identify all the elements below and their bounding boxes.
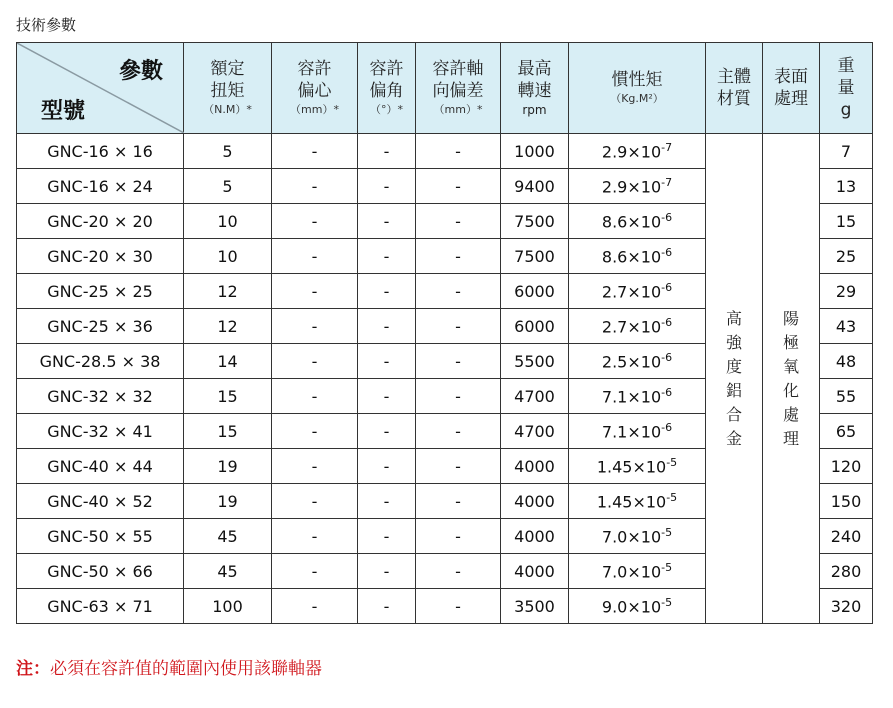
- col-surface: 表面 處理: [763, 43, 820, 134]
- surface-char: 陽: [782, 308, 799, 328]
- model-cell: GNC-20 × 20: [17, 204, 184, 239]
- torque-cell: 10: [184, 239, 272, 274]
- weight-cell: 280: [820, 554, 873, 589]
- torque-cell: 45: [184, 519, 272, 554]
- inertia-cell: [569, 449, 706, 484]
- rpm-cell: 5500: [501, 344, 569, 379]
- inertia-cell: [569, 414, 706, 449]
- material-char: 鋁: [725, 380, 742, 400]
- inertia-exponent: -6: [661, 420, 673, 434]
- axial-cell: -: [416, 309, 501, 344]
- angle-cell: -: [358, 414, 416, 449]
- inertia-exponent: -6: [661, 315, 673, 329]
- torque-cell: 15: [184, 379, 272, 414]
- usage-note: [16, 654, 322, 679]
- axial-cell: -: [416, 204, 501, 239]
- inertia-base: 7.1×10: [601, 387, 662, 407]
- axial-cell: -: [416, 169, 501, 204]
- rpm-cell: 6000: [501, 274, 569, 309]
- inertia-base: 7.0×10: [601, 562, 662, 582]
- weight-cell: 15: [820, 204, 873, 239]
- inertia-cell: [569, 519, 706, 554]
- angle-cell: -: [358, 484, 416, 519]
- inertia-base: 8.6×10: [601, 212, 662, 232]
- inertia-cell: [569, 274, 706, 309]
- weight-cell: 13: [820, 169, 873, 204]
- inertia-base: 1.45×10: [596, 457, 667, 477]
- model-cell: GNC-63 × 71: [17, 589, 184, 624]
- inertia-exponent: -5: [661, 560, 673, 574]
- weight-cell: 25: [820, 239, 873, 274]
- weight-cell: 320: [820, 589, 873, 624]
- axial-cell: -: [416, 554, 501, 589]
- inertia-exponent: -5: [666, 455, 678, 469]
- col-rpm: 最高 轉速 rpm: [501, 43, 569, 134]
- eccentric-cell: -: [272, 344, 358, 379]
- model-cell: GNC-50 × 66: [17, 554, 184, 589]
- eccentric-cell: -: [272, 309, 358, 344]
- model-cell: GNC-25 × 36: [17, 309, 184, 344]
- torque-cell: 15: [184, 414, 272, 449]
- inertia-base: 7.0×10: [601, 527, 662, 547]
- eccentric-cell: -: [272, 449, 358, 484]
- rpm-cell: 7500: [501, 204, 569, 239]
- eccentric-cell: -: [272, 204, 358, 239]
- angle-cell: -: [358, 344, 416, 379]
- corner-header: [17, 43, 184, 134]
- weight-cell: 48: [820, 344, 873, 379]
- axial-cell: -: [416, 239, 501, 274]
- inertia-cell: [569, 484, 706, 519]
- model-cell: GNC-28.5 × 38: [17, 344, 184, 379]
- surface-char: 極: [782, 332, 799, 352]
- axial-cell: -: [416, 484, 501, 519]
- torque-cell: 19: [184, 449, 272, 484]
- angle-cell: -: [358, 379, 416, 414]
- eccentric-cell: -: [272, 169, 358, 204]
- inertia-base: 1.45×10: [596, 492, 667, 512]
- surface-char: 處: [782, 404, 799, 424]
- axial-cell: -: [416, 134, 501, 169]
- header-row: [17, 43, 873, 134]
- angle-cell: -: [358, 239, 416, 274]
- inertia-base: 8.6×10: [601, 247, 662, 267]
- weight-cell: 43: [820, 309, 873, 344]
- section-caption: 技術參數: [16, 16, 77, 34]
- note-text: 必須在容許值的範圍內使用該聯軸器: [50, 659, 322, 679]
- weight-cell: 7: [820, 134, 873, 169]
- model-cell: GNC-50 × 55: [17, 519, 184, 554]
- inertia-base: 2.9×10: [601, 142, 662, 162]
- inertia-cell: [569, 379, 706, 414]
- col-weight: 重 量 g: [820, 43, 873, 134]
- weight-cell: 150: [820, 484, 873, 519]
- eccentric-cell: -: [272, 484, 358, 519]
- torque-cell: 5: [184, 134, 272, 169]
- eccentric-cell: -: [272, 274, 358, 309]
- model-cell: GNC-20 × 30: [17, 239, 184, 274]
- torque-cell: 10: [184, 204, 272, 239]
- torque-cell: 19: [184, 484, 272, 519]
- angle-cell: -: [358, 169, 416, 204]
- eccentric-cell: -: [272, 239, 358, 274]
- torque-cell: 12: [184, 309, 272, 344]
- inertia-base: 2.9×10: [601, 177, 662, 197]
- inertia-cell: [569, 239, 706, 274]
- model-cell: GNC-32 × 41: [17, 414, 184, 449]
- weight-cell: 29: [820, 274, 873, 309]
- torque-cell: 100: [184, 589, 272, 624]
- table-body: [17, 134, 873, 624]
- eccentric-cell: -: [272, 519, 358, 554]
- table-row: [17, 134, 873, 169]
- col-torque: 額定 扭矩 （N.M）*: [184, 43, 272, 134]
- rpm-cell: 4000: [501, 519, 569, 554]
- inertia-base: 2.7×10: [601, 317, 662, 337]
- eccentric-cell: -: [272, 414, 358, 449]
- weight-cell: 240: [820, 519, 873, 554]
- angle-cell: -: [358, 554, 416, 589]
- inertia-exponent: -7: [661, 175, 673, 189]
- inertia-base: 2.7×10: [601, 282, 662, 302]
- col-inertia: 慣性矩 （Kg.M²）: [569, 43, 706, 134]
- surface-cell: [763, 134, 820, 624]
- angle-cell: -: [358, 309, 416, 344]
- inertia-exponent: -6: [661, 245, 673, 259]
- model-cell: GNC-32 × 32: [17, 379, 184, 414]
- inertia-cell: [569, 344, 706, 379]
- inertia-cell: [569, 169, 706, 204]
- surface-char: 氧: [782, 356, 799, 376]
- weight-cell: 120: [820, 449, 873, 484]
- inertia-cell: [569, 134, 706, 169]
- param-label: 參數: [118, 59, 163, 84]
- axial-cell: -: [416, 414, 501, 449]
- angle-cell: -: [358, 134, 416, 169]
- spec-table: [16, 42, 873, 624]
- rpm-cell: 4000: [501, 554, 569, 589]
- axial-cell: -: [416, 344, 501, 379]
- weight-cell: 65: [820, 414, 873, 449]
- inertia-exponent: -5: [666, 490, 678, 504]
- torque-cell: 12: [184, 274, 272, 309]
- axial-cell: -: [416, 274, 501, 309]
- angle-cell: -: [358, 589, 416, 624]
- rpm-cell: 9400: [501, 169, 569, 204]
- inertia-cell: [569, 554, 706, 589]
- eccentric-cell: -: [272, 589, 358, 624]
- col-eccentric: 容許 偏心 （mm）*: [272, 43, 358, 134]
- note-prefix: 注：: [16, 659, 50, 679]
- material-char: 度: [725, 356, 742, 376]
- axial-cell: -: [416, 379, 501, 414]
- col-angle: 容許 偏角 （°）*: [358, 43, 416, 134]
- rpm-cell: 4000: [501, 449, 569, 484]
- surface-char: 理: [782, 428, 799, 448]
- inertia-exponent: -7: [661, 140, 673, 154]
- rpm-cell: 3500: [501, 589, 569, 624]
- torque-cell: 5: [184, 169, 272, 204]
- axial-cell: -: [416, 449, 501, 484]
- col-material: 主體 材質: [706, 43, 763, 134]
- model-cell: GNC-40 × 52: [17, 484, 184, 519]
- material-char: 金: [725, 428, 742, 448]
- rpm-cell: 6000: [501, 309, 569, 344]
- axial-cell: -: [416, 519, 501, 554]
- axial-cell: -: [416, 589, 501, 624]
- inertia-exponent: -6: [661, 210, 673, 224]
- inertia-exponent: -6: [661, 385, 673, 399]
- inertia-exponent: -5: [661, 525, 673, 539]
- angle-cell: -: [358, 519, 416, 554]
- inertia-base: 9.0×10: [601, 597, 662, 617]
- angle-cell: -: [358, 274, 416, 309]
- angle-cell: -: [358, 204, 416, 239]
- torque-cell: 45: [184, 554, 272, 589]
- rpm-cell: 4700: [501, 379, 569, 414]
- rpm-cell: 7500: [501, 239, 569, 274]
- material-char: 高: [725, 308, 742, 328]
- model-cell: GNC-40 × 44: [17, 449, 184, 484]
- inertia-cell: [569, 589, 706, 624]
- weight-cell: 55: [820, 379, 873, 414]
- inertia-base: 2.5×10: [601, 352, 662, 372]
- inertia-exponent: -5: [661, 595, 673, 609]
- angle-cell: -: [358, 449, 416, 484]
- material-cell: [706, 134, 763, 624]
- col-axial: 容許軸 向偏差 （mm）*: [416, 43, 501, 134]
- model-cell: GNC-25 × 25: [17, 274, 184, 309]
- material-char: 強: [725, 332, 742, 352]
- surface-char: 化: [782, 380, 799, 400]
- material-char: 合: [725, 404, 742, 424]
- inertia-exponent: -6: [661, 350, 673, 364]
- rpm-cell: 4000: [501, 484, 569, 519]
- eccentric-cell: -: [272, 379, 358, 414]
- model-cell: GNC-16 × 24: [17, 169, 184, 204]
- inertia-cell: [569, 204, 706, 239]
- torque-cell: 14: [184, 344, 272, 379]
- eccentric-cell: -: [272, 554, 358, 589]
- inertia-cell: [569, 309, 706, 344]
- inertia-exponent: -6: [661, 280, 673, 294]
- eccentric-cell: -: [272, 134, 358, 169]
- rpm-cell: 4700: [501, 414, 569, 449]
- rpm-cell: 1000: [501, 134, 569, 169]
- model-label: 型號: [41, 99, 86, 124]
- model-cell: GNC-16 × 16: [17, 134, 184, 169]
- inertia-base: 7.1×10: [601, 422, 662, 442]
